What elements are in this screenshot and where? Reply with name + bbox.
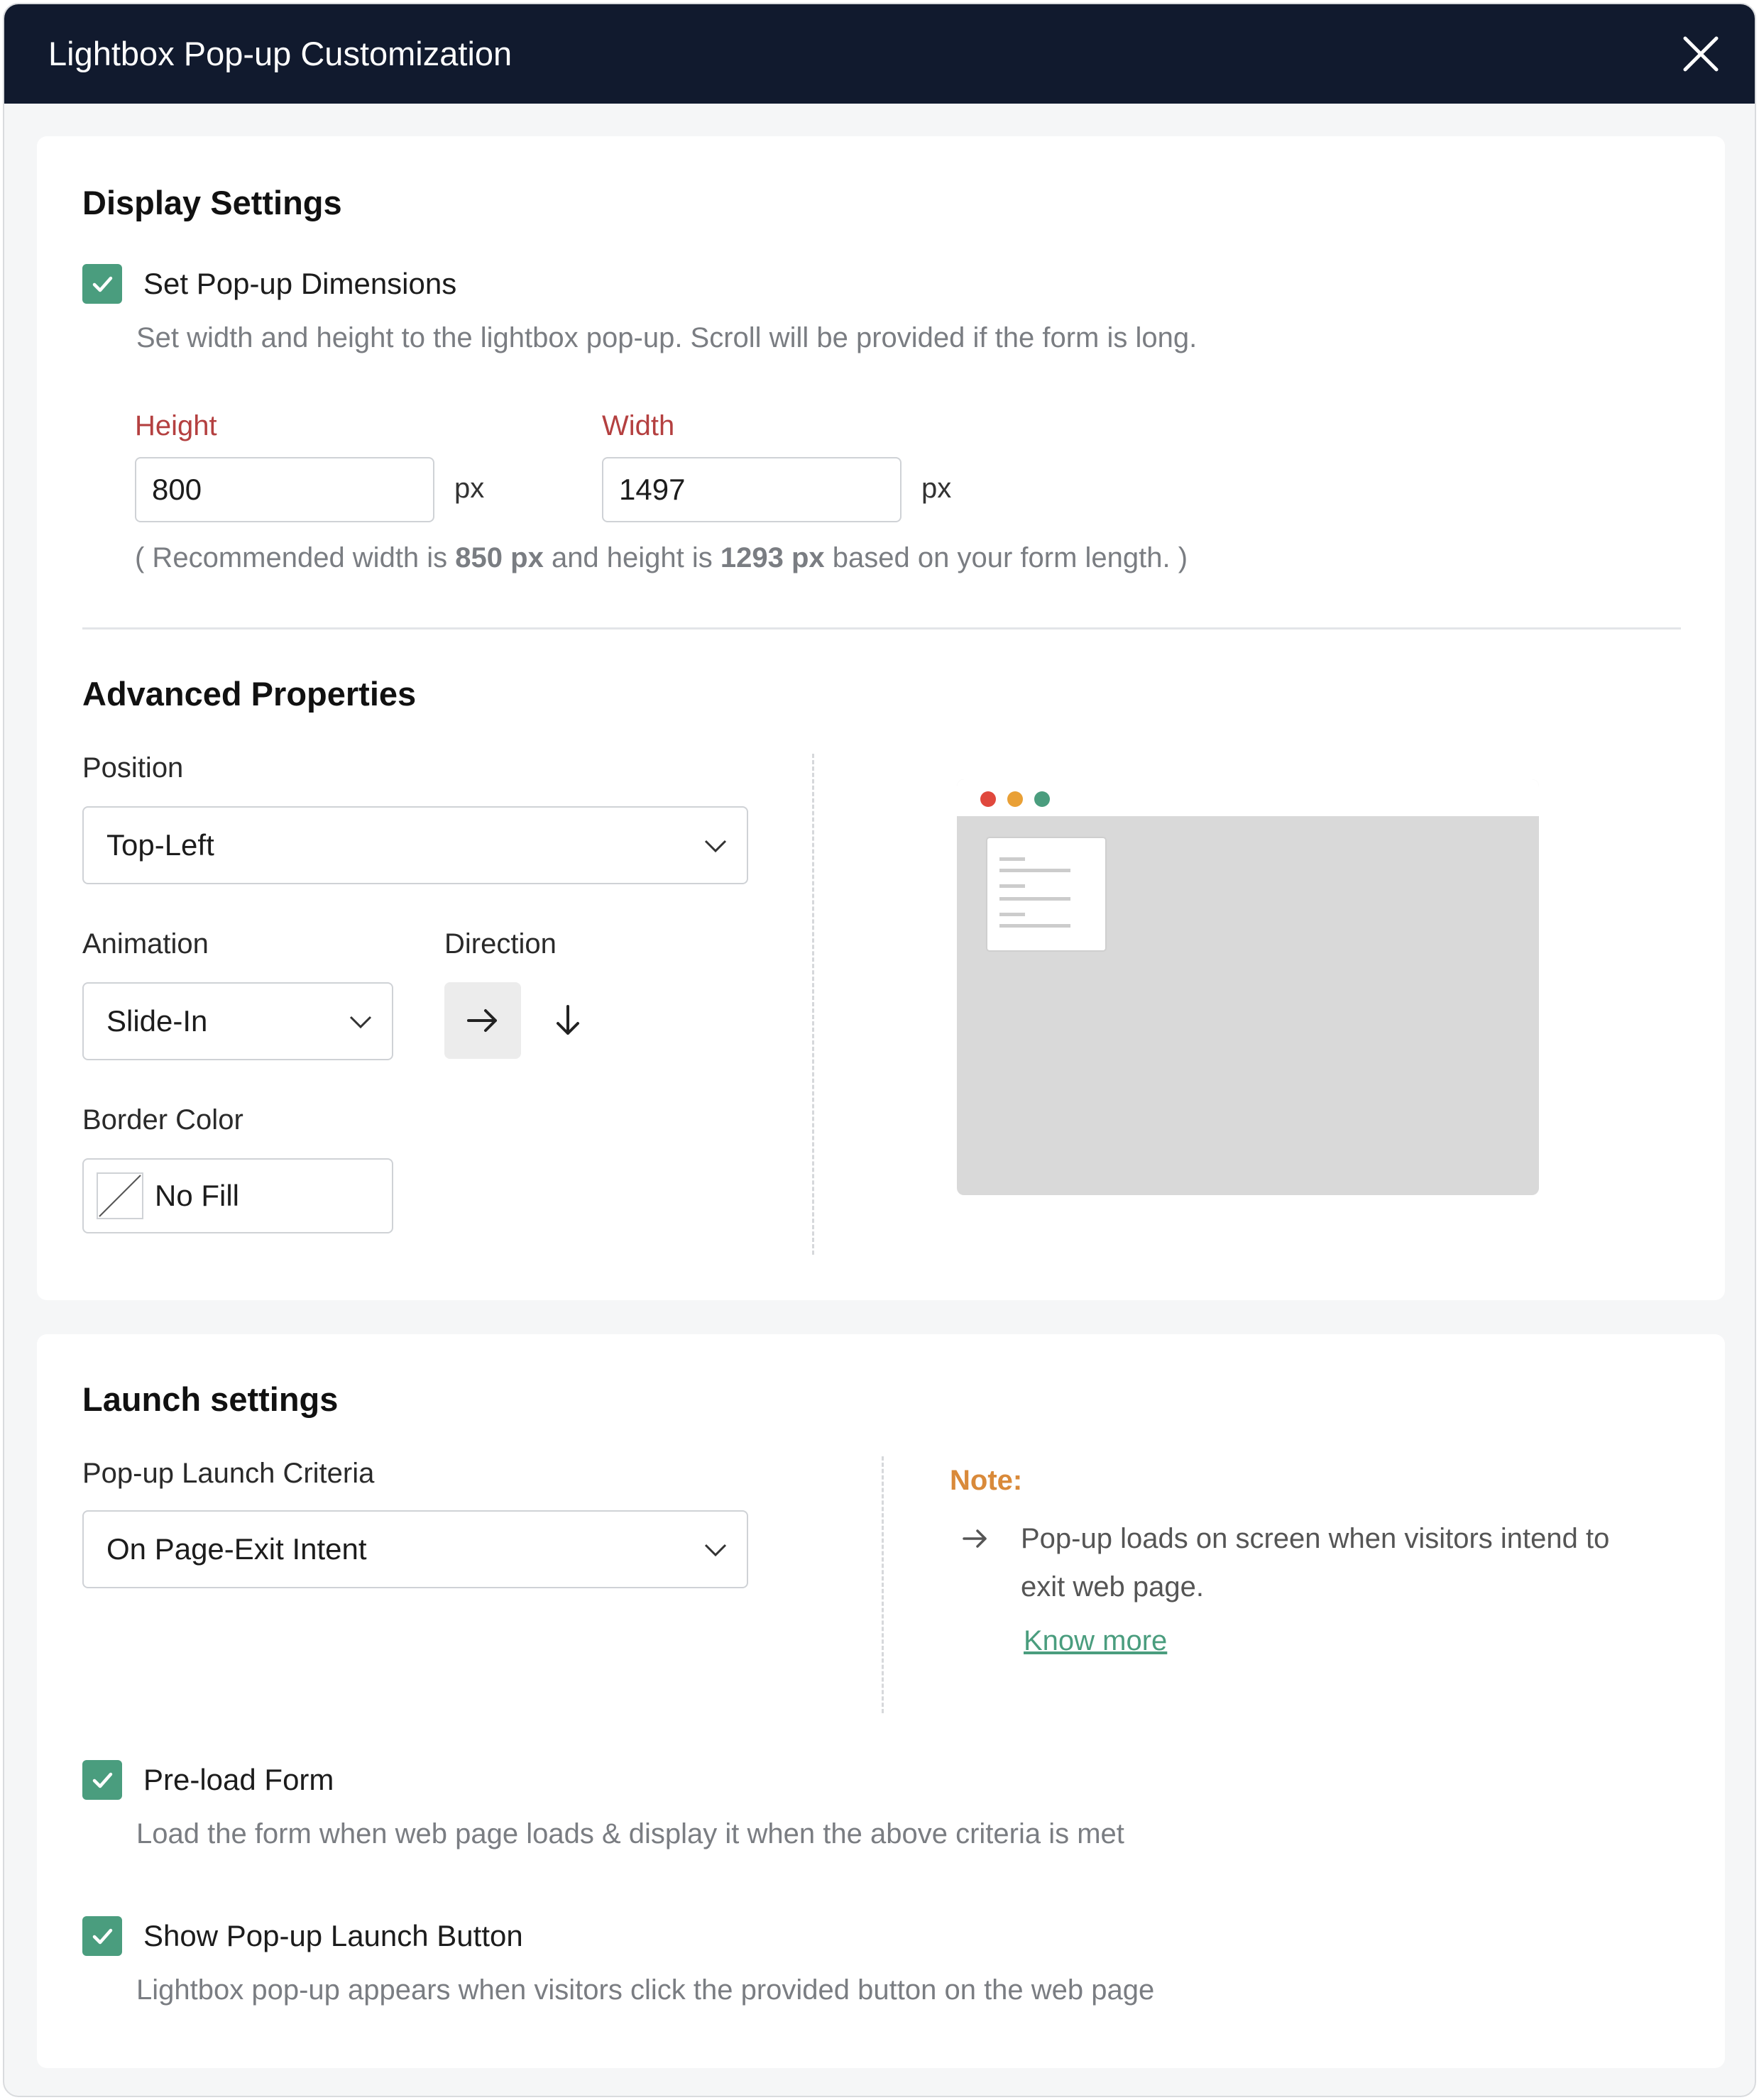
- preload-form-checkbox[interactable]: [82, 1760, 122, 1800]
- border-color-label: Border Color: [82, 1104, 243, 1136]
- advanced-properties-heading: Advanced Properties: [82, 675, 417, 713]
- preload-form-description: Load the form when web page loads & display it when the above criteria is met: [136, 1818, 1124, 1849]
- height-unit: px: [454, 473, 485, 504]
- arrow-right-icon: [960, 1523, 991, 1554]
- width-label: Width: [602, 410, 675, 441]
- chevron-down-icon: [703, 1539, 728, 1559]
- check-icon: [88, 270, 116, 298]
- animation-label: Animation: [82, 928, 209, 960]
- check-icon: [88, 1922, 116, 1950]
- no-fill-swatch-icon: [97, 1172, 143, 1219]
- position-label: Position: [82, 752, 184, 784]
- chevron-down-icon: [703, 835, 728, 855]
- direction-down-button[interactable]: [530, 982, 606, 1059]
- border-color-value: No Fill: [155, 1179, 240, 1212]
- display-settings-card: [37, 136, 1725, 1300]
- width-input[interactable]: 1497: [602, 457, 902, 522]
- position-select[interactable]: [82, 806, 748, 884]
- launch-criteria-value: On Page-Exit Intent: [106, 1532, 367, 1566]
- dialog-header: [4, 4, 1755, 104]
- recommendation-text: ( Recommended width is 850 px and height is 1293 px based on your form length. ): [135, 542, 1188, 573]
- preload-form-label: Pre-load Form: [143, 1763, 334, 1796]
- border-color-picker[interactable]: [82, 1158, 393, 1233]
- width-unit: px: [921, 473, 952, 504]
- launch-settings-heading: Launch settings: [82, 1380, 339, 1418]
- direction-label: Direction: [444, 928, 557, 960]
- show-launch-button-description: Lightbox pop-up appears when visitors click the provided button on the web page: [136, 1974, 1155, 2006]
- launch-criteria-select[interactable]: [82, 1510, 748, 1588]
- position-value: Top-Left: [106, 828, 214, 862]
- show-launch-button-checkbox[interactable]: [82, 1916, 122, 1956]
- note-title: Note:: [950, 1465, 1023, 1496]
- height-label: Height: [135, 410, 217, 441]
- know-more-link[interactable]: Know more: [1024, 1625, 1168, 1656]
- popup-thumbnail: [987, 837, 1106, 951]
- animation-select[interactable]: [82, 982, 393, 1060]
- position-preview: [957, 779, 1539, 1195]
- dialog-title: Lightbox Pop-up Customization: [48, 35, 513, 72]
- arrow-down-icon: [548, 1001, 588, 1040]
- launch-settings-card: [37, 1334, 1725, 2068]
- note-text: Pop-up loads on screen when visitors intend to exit web page.: [1021, 1523, 1610, 1603]
- display-settings-heading: Display Settings: [82, 184, 342, 221]
- set-dimensions-checkbox[interactable]: [82, 264, 122, 304]
- launch-criteria-label: Pop-up Launch Criteria: [82, 1458, 375, 1489]
- window-dot-green: [1034, 791, 1050, 807]
- animation-value: Slide-In: [106, 1004, 208, 1038]
- height-input[interactable]: 800: [135, 457, 434, 522]
- chevron-down-icon: [348, 1011, 373, 1031]
- show-launch-button-label: Show Pop-up Launch Button: [143, 1919, 523, 1952]
- close-icon[interactable]: [1672, 26, 1729, 82]
- vertical-divider: [882, 1456, 884, 1713]
- set-dimensions-label: Set Pop-up Dimensions: [143, 267, 457, 300]
- direction-right-button[interactable]: [444, 982, 521, 1059]
- set-dimensions-description: Set width and height to the lightbox pop-up. Scroll will be provided if the form is long.: [136, 322, 1198, 353]
- arrow-right-icon: [463, 1001, 503, 1040]
- section-divider: [82, 627, 1681, 630]
- check-icon: [88, 1766, 116, 1794]
- window-dot-red: [980, 791, 996, 807]
- customization-dialog: [3, 3, 1756, 2097]
- vertical-divider: [812, 754, 814, 1255]
- window-dot-orange: [1007, 791, 1023, 807]
